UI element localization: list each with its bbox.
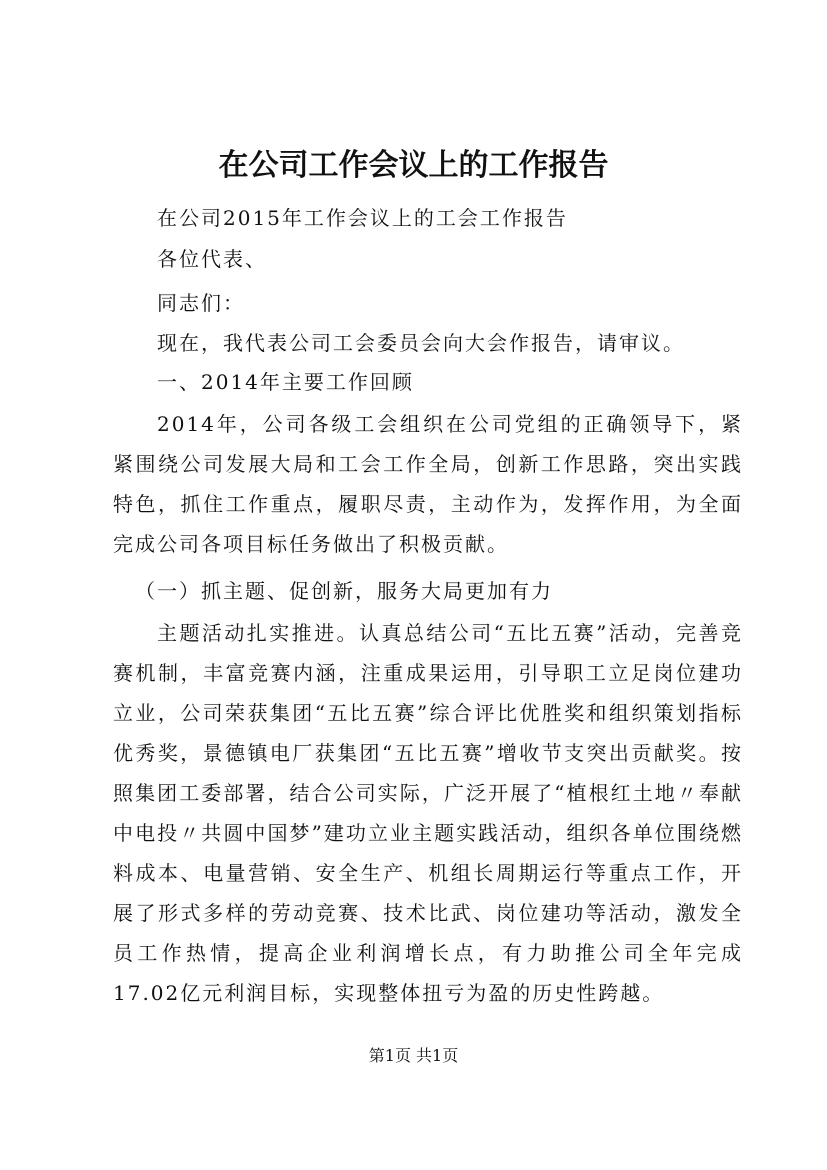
salutation-delegates: 各位代表、 [157,247,267,271]
body-paragraph: 2014年，公司各级工会组织在公司党组的正确领导下，紧紧围绕公司发展大局和工会工作全局，创新工作思路，突出实践特色，抓住工作重点，履职尽责，主动作为，发挥作用，为全面完成公司各项目标任务做出了积极贡献。 [113,412,743,556]
intro-paragraph: 现在，我代表公司工会委员会向大会作报告，请审议。 [157,331,685,355]
page-title: 在公司工作会议上的工作报告 [218,148,609,183]
body-paragraph: 主题活动扎实推进。认真总结公司“五比五赛”活动，完善竞赛机制，丰富竞赛内涵，注重成果运用，引导职工立足岗位建功立业，公司荣获集团“五比五赛”综合评比优胜奖和组织策划指标优秀奖，景德镇电厂获集团“五比五赛”增收节支突出贡献奖。按照集团工委部署，结合公司实际，广泛开展了“植根红土地〃奉献中电投〃共圆中国梦”建功立业主题实践活动，组织各单位围绕燃料成本、电量营销、安全生产、机组长周期运行等重点工作，开展了形式多样的劳动竞赛、技术比武、岗位建功等活动，激发全员工作热情，提高企业利润增长点，有力助推公司全年完成17.02亿元利润目标，实现整体扭亏为盈的历史性跨越。 [113,621,743,1005]
section-heading: 一、2014年主要工作回顾 [157,370,414,394]
subsection-heading: （一）抓主题、促创新，服务大局更加有力 [135,579,553,603]
page-footer: 第1页 共1页 [368,1046,459,1065]
report-subtitle: 在公司2015年工作会议上的工会工作报告 [157,206,568,230]
salutation-comrades: 同志们： [157,291,245,315]
